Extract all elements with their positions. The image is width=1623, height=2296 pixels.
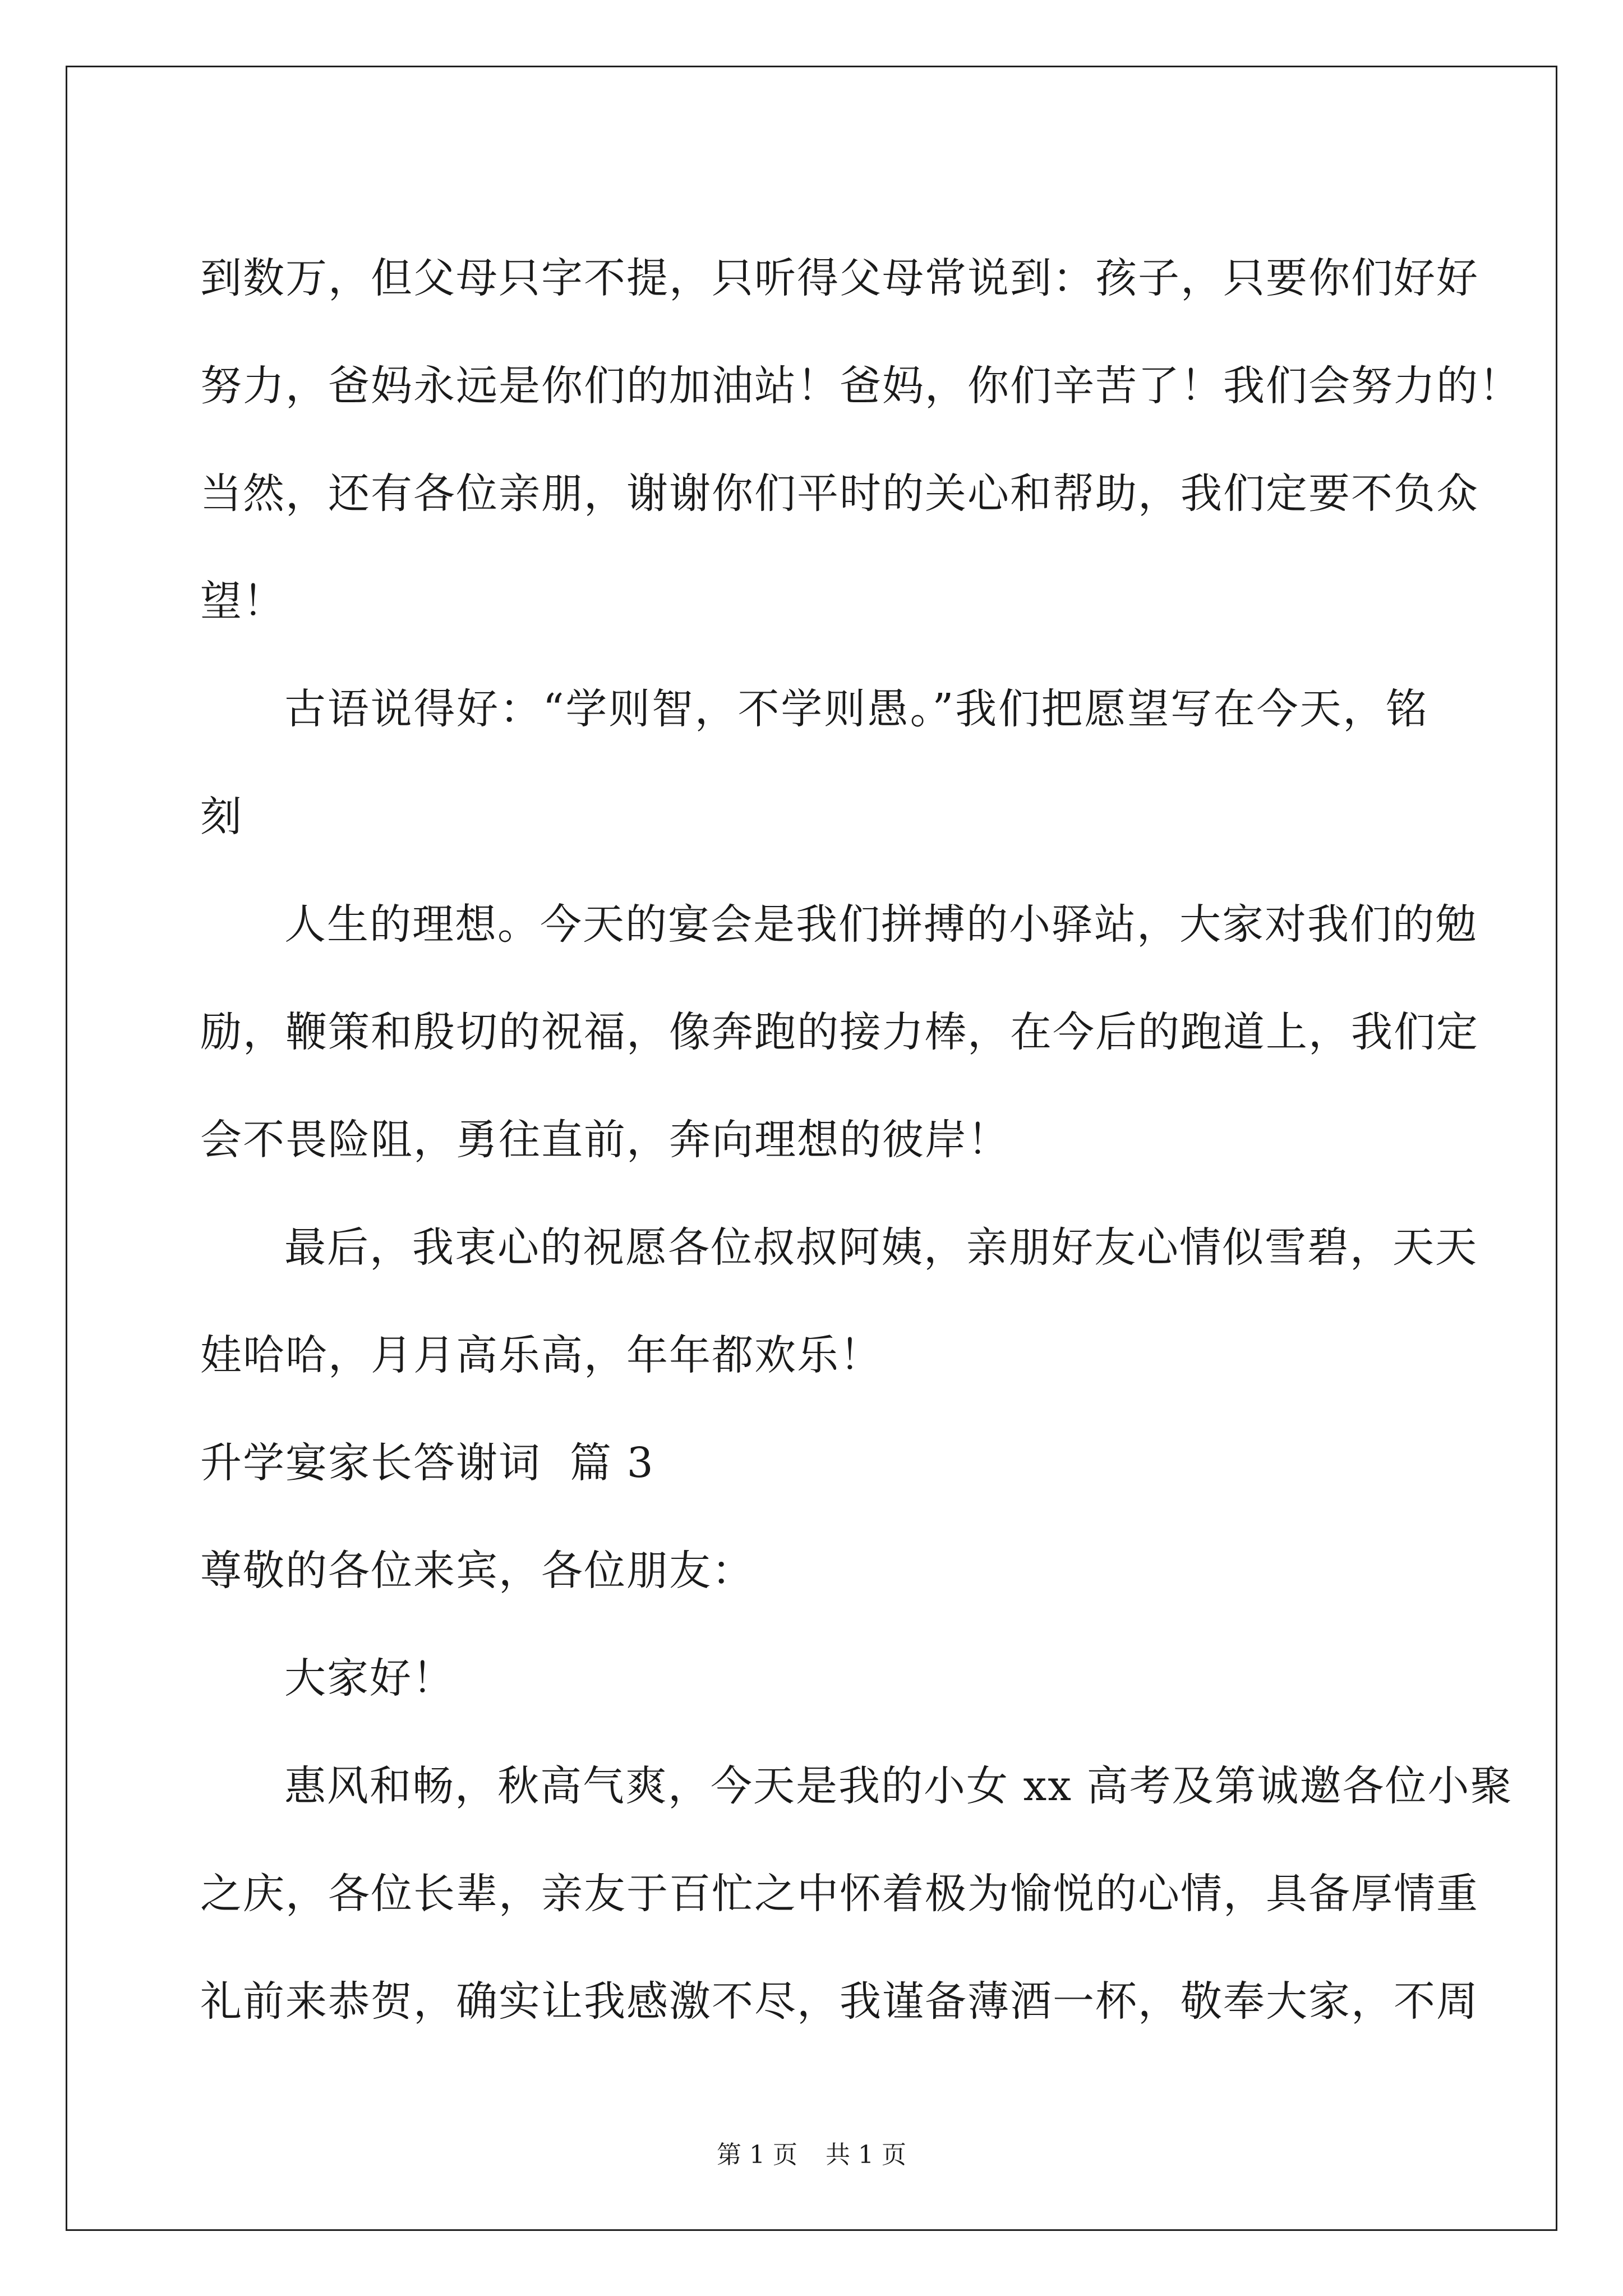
greeting-line: 大家好！ xyxy=(284,1654,455,1703)
page-footer xyxy=(0,2138,1623,2172)
body-line: 娃哈哈，月月高乐高，年年都欢乐！ xyxy=(200,1331,882,1379)
document-body xyxy=(200,224,1521,2055)
body-line: 人生的理想。今天的宴会是我们拼搏的小驿站，大家对我们的勉 xyxy=(284,900,1478,949)
page-number-total: 共 1 页 xyxy=(826,2141,906,2169)
body-line: 望！ xyxy=(200,577,285,625)
body-line: 最后，我衷心的祝愿各位叔叔阿姨，亲朋好友心情似雪碧，天天 xyxy=(284,1223,1478,1272)
section-heading: 升学宴家长答谢词 篇 3 xyxy=(200,1439,654,1487)
body-line: 到数万，但父母只字不提，只听得父母常说到：孩子，只要你们好好 xyxy=(200,254,1479,302)
body-line: 励，鞭策和殷切的祝福，像奔跑的接力棒，在今后的跑道上，我们定 xyxy=(200,1008,1479,1056)
body-line: 努力，爸妈永远是你们的加油站！爸妈，你们辛苦了！我们会努力的！ xyxy=(200,362,1521,410)
body-line: 礼前来恭贺，确实让我感激不尽，我谨备薄酒一杯，敬奉大家，不周 xyxy=(200,1977,1479,2026)
body-line: 之庆，各位长辈，亲友于百忙之中怀着极为愉悦的心情，具备厚情重 xyxy=(200,1870,1479,1918)
body-line: 当然，还有各位亲朋，谢谢你们平时的关心和帮助，我们定要不负众 xyxy=(200,470,1479,518)
body-line: 刻 xyxy=(200,793,243,841)
body-line: 惠风和畅，秋高气爽，今天是我的小女 xx 高考及第诚邀各位小聚 xyxy=(284,1762,1513,1810)
body-line: 古语说得好：“学则智，不学则愚。”我们把愿望写在今天，铭 xyxy=(284,685,1428,733)
page-number-current: 第 1 页 xyxy=(717,2141,797,2169)
body-line: 会不畏险阻，勇往直前，奔向理想的彼岸！ xyxy=(200,1116,1010,1164)
salutation-line: 尊敬的各位来宾，各位朋友： xyxy=(200,1547,754,1595)
